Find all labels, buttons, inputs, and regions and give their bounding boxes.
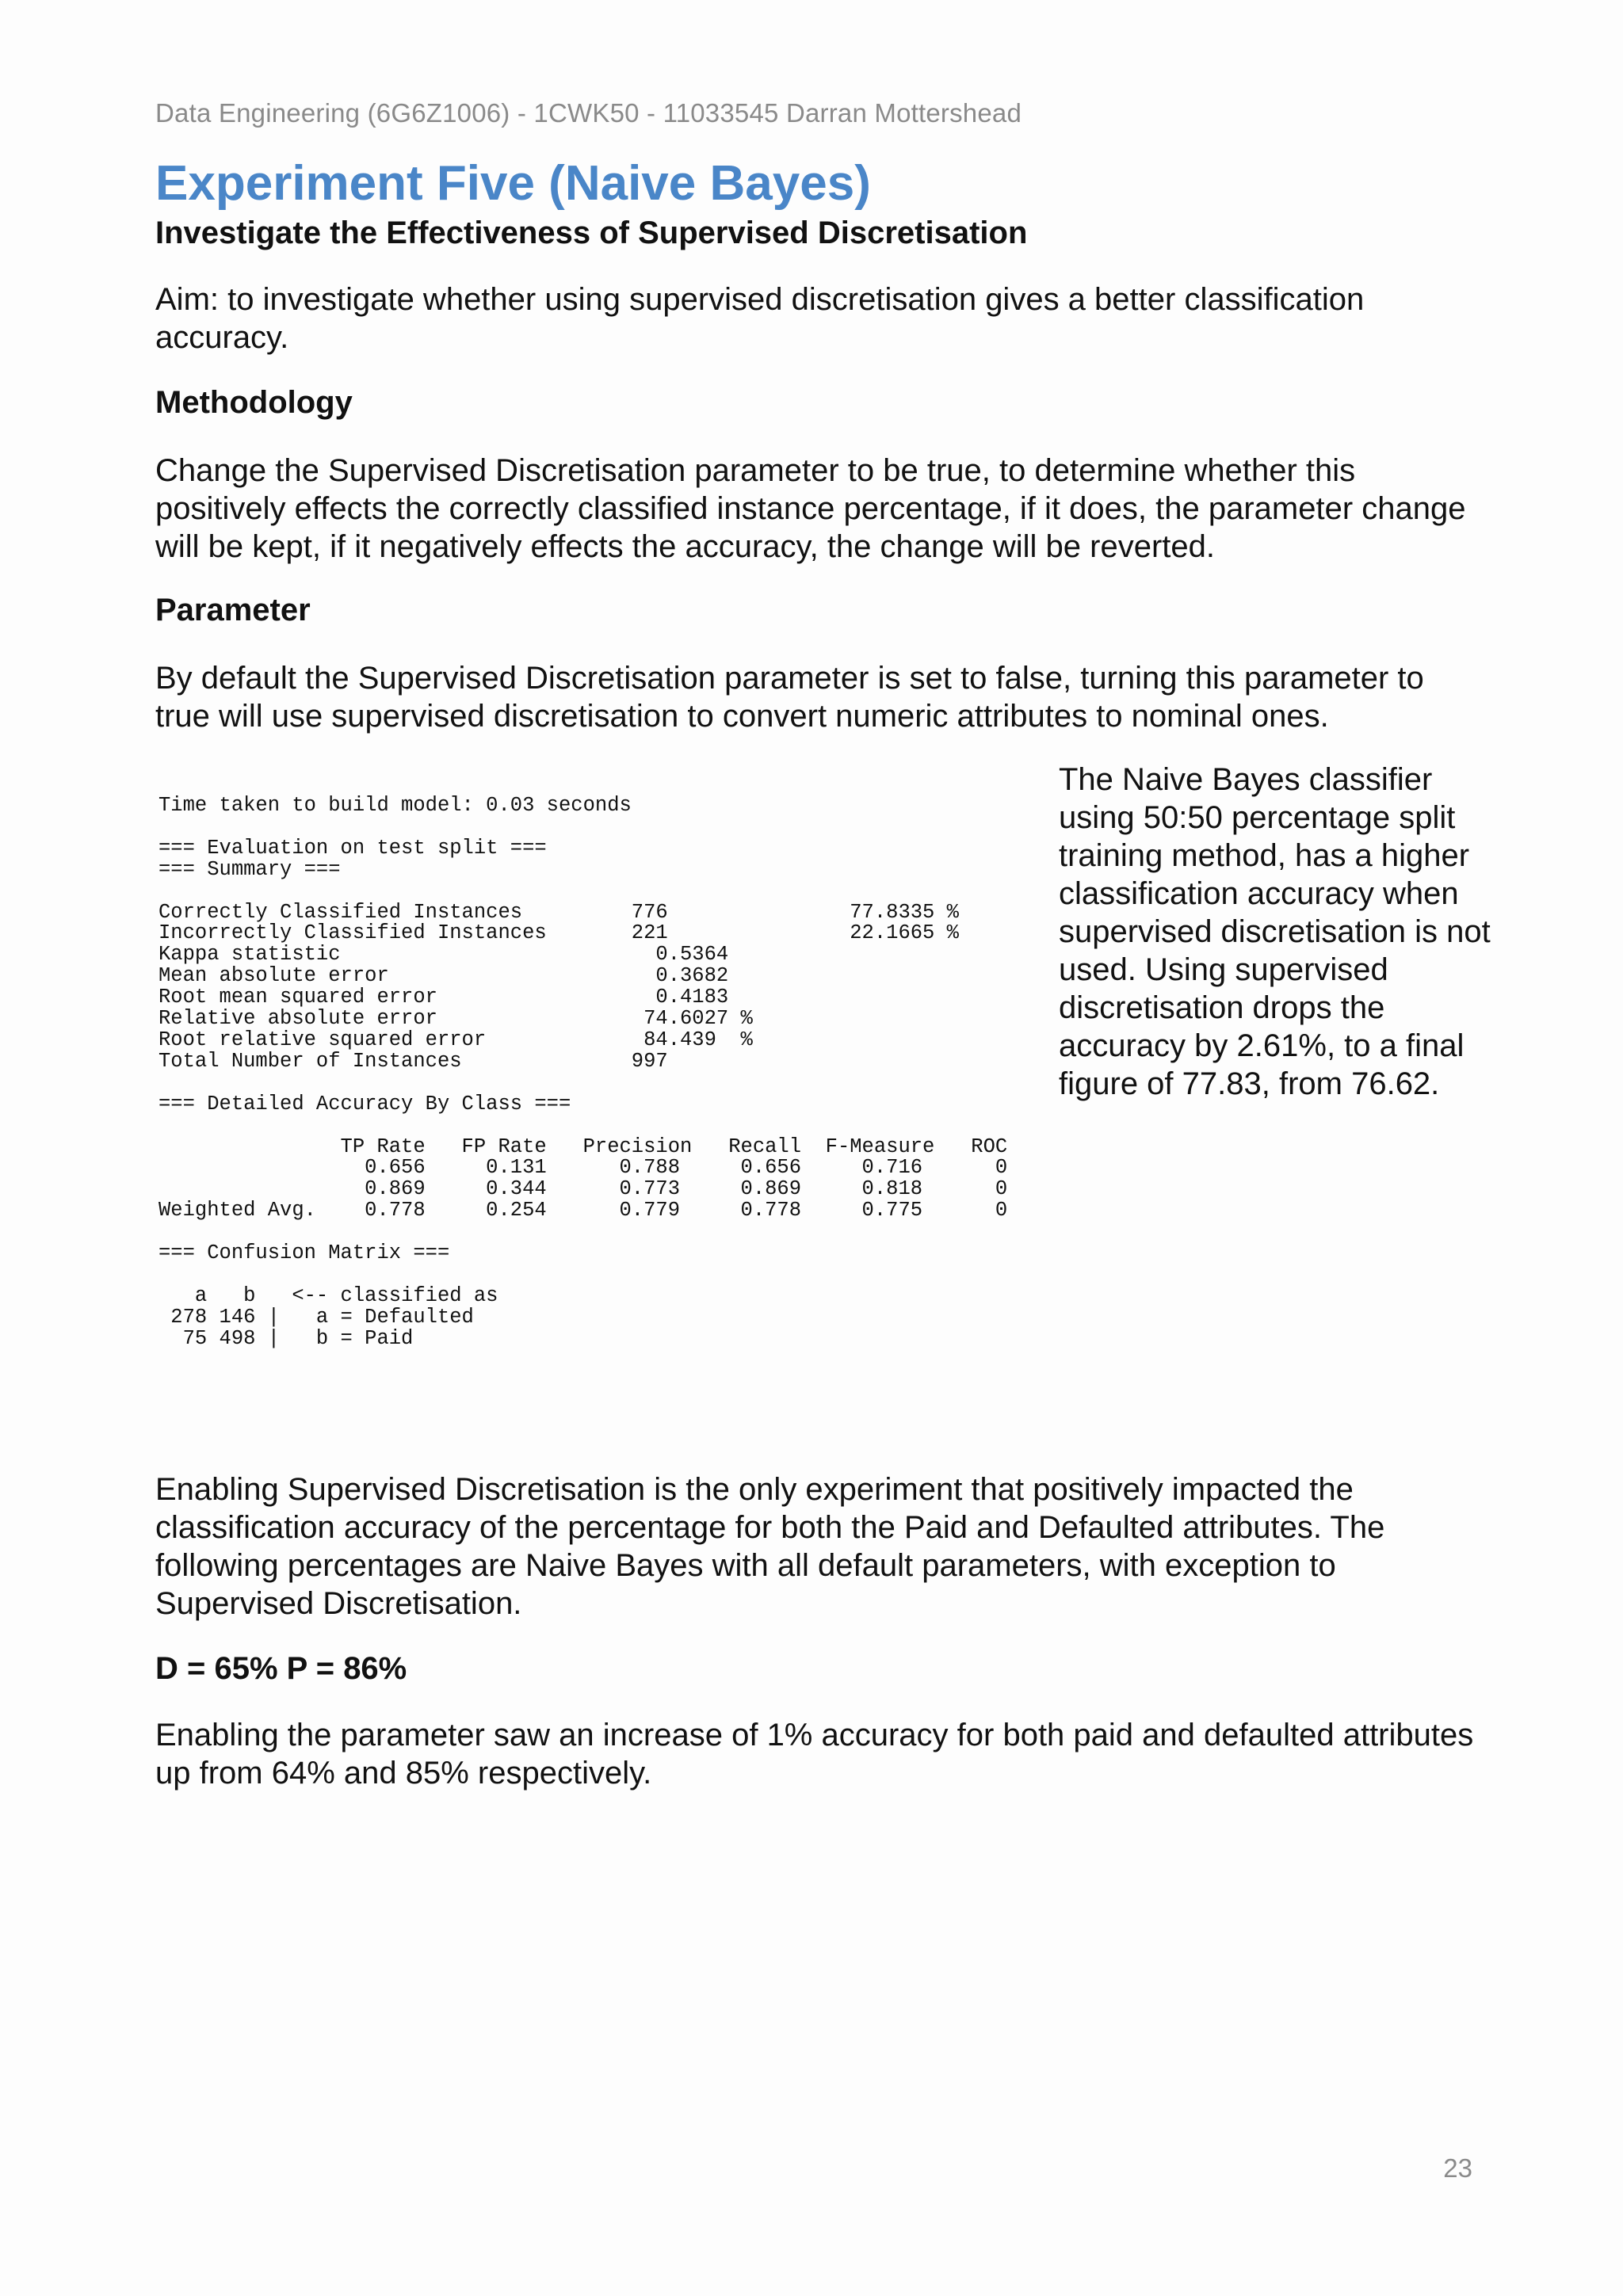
running-header: Data Engineering (6G6Z1006) - 1CWK50 - 11033545 Darran Mottershead [155,98,1022,128]
weka-classifier-output: Time taken to build model: 0.03 seconds === Evaluation on test split === === Summary === Correctly Classified Instances 776 77.8335 % Incorrectly Classified Instances 221 22.1665 % Kappa statistic 0.5364 Mean absolute error 0.3682 Root mean squared error 0.4183 Relative absolute error 74.6027 % Root relative squared error 84.439 % Total Number of Instances 997 === Detailed Accuracy By Class === TP Rate FP Rate Precision Recall F-Measure ROC 0.656 0.131 0.788 0.656 0.716 0 0.869 0.344 0.773 0.869 0.818 0 Weighted Avg. 0.778 0.254 0.779 0.778 0.775 0 === Confusion Matrix === a b <-- classified as 278 146 | a = Defaulted 75 498 | b = Paid [158,794,1008,1350]
conclusion-paragraph: Enabling Supervised Discretisation is the only experiment that positively impacted the classification accuracy of the percentage for both the Paid and Defaulted attributes. The following percentages are Naive Bayes with all default parameters, with exception to Supervised Discretisation. [155,1472,1385,1621]
closing-paragraph: Enabling the parameter saw an increase of 1% accuracy for both paid and defaulted attributes up from 64% and 85% respectively. [155,1718,1474,1791]
section-subtitle: Investigate the Effectiveness of Supervised Discretisation [155,215,1028,250]
methodology-paragraph: Change the Supervised Discretisation parameter to be true, to determine whether this positively effects the correctly classified instance percentage, if it does, the parameter change will be kept, if it negatively effects the accuracy, the change will be reverted. [155,453,1466,564]
methodology-heading: Methodology [155,385,353,420]
parameter-heading: Parameter [155,593,311,627]
section-title: Experiment Five (Naive Bayes) [155,156,871,211]
results-side-note: The Naive Bayes classifier using 50:50 percentage split training method, has a higher classification accuracy when supervised discretisation is not used. Using supervised discretisation drops the accuracy by 2.61%, to a final figure of 77.83, from 76.62. [1059,762,1491,1101]
parameter-paragraph: By default the Supervised Discretisation parameter is set to false, turning this parameter to true will use supervised discretisation to convert numeric attributes to nominal ones. [155,661,1424,734]
aim-paragraph: Aim: to investigate whether using supervised discretisation gives a better classification accuracy. [155,282,1365,355]
page-number: 23 [1443,2153,1472,2183]
result-percentages: D = 65% P = 86% [155,1651,407,1686]
